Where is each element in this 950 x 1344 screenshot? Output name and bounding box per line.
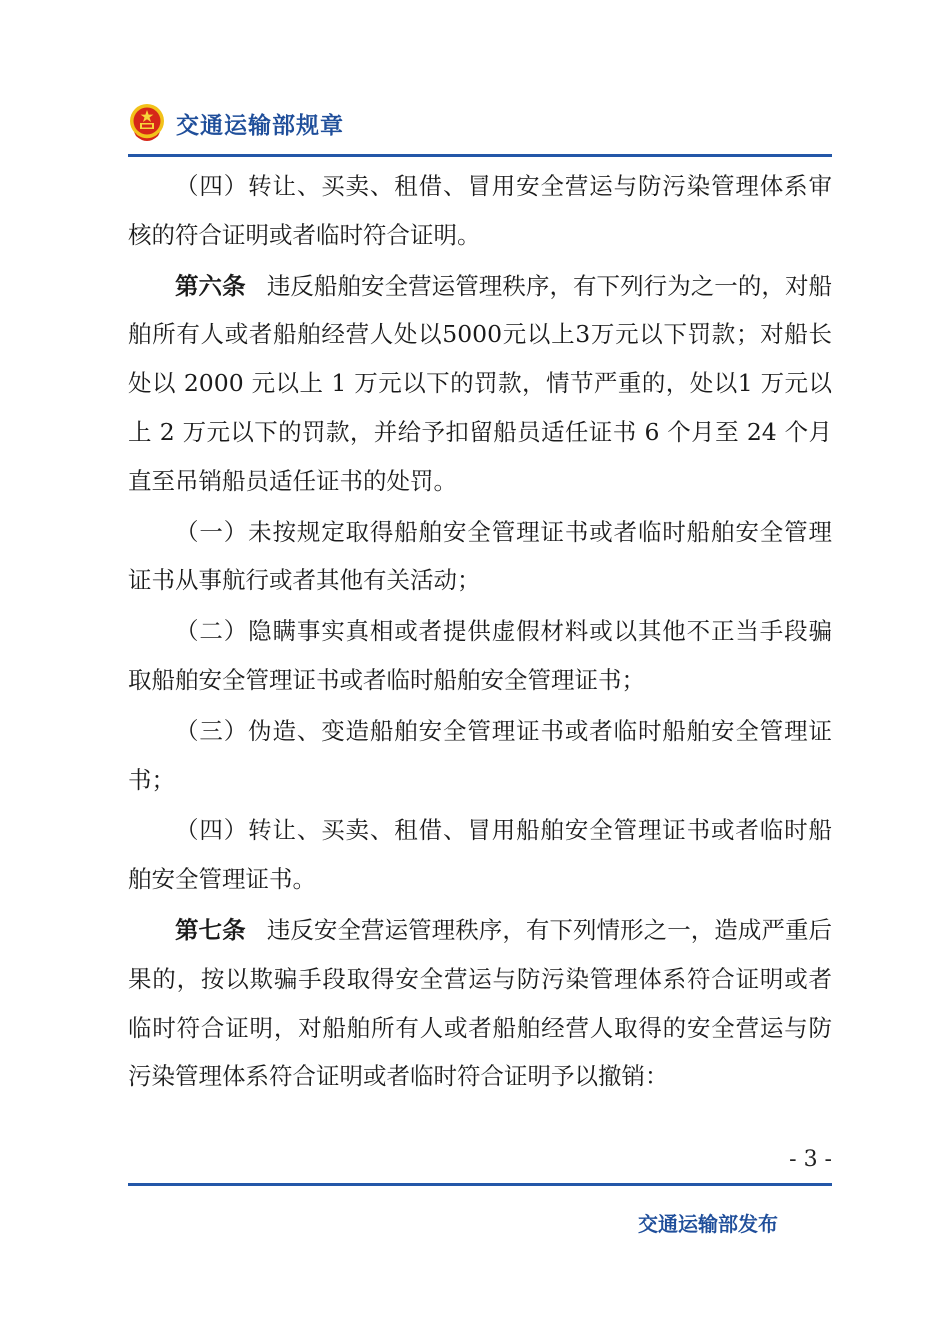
header-divider — [128, 154, 832, 157]
header-title: 交通运输部规章 — [176, 112, 344, 139]
footer-publisher: 交通运输部发布 — [638, 1212, 778, 1236]
paragraph-text: （二）隐瞒事实真相或者提供虚假材料或以其他不正当手段骗取船舶安全管理证书或者临时船舶安全管理证书； — [128, 617, 832, 694]
page-header — [128, 98, 344, 148]
paragraph — [128, 607, 832, 705]
article-paragraph — [128, 262, 832, 506]
paragraph — [128, 806, 832, 904]
paragraph-text: （一）未按规定取得船舶安全管理证书或者临时船舶安全管理证书从事航行或者其他有关活动； — [128, 517, 832, 595]
paragraph — [128, 707, 832, 805]
page-number: - 3 - — [789, 1147, 832, 1172]
paragraph-text: （三）伪造、变造船舶安全管理证书或者临时船舶安全管理证书； — [128, 716, 832, 794]
article-label: 第七条 — [175, 915, 246, 944]
paragraph-text: 违反船舶安全营运管理秩序，有下列行为之一的，对船舶所有人或者船舶经营人处以5000元以上3万元以下罚款；对船长处以 2000 元以上 1 万元以下的罚款，情节严重的，处以1 万元以上 2 万元以下的罚款，并给予扣留船员适任证书 6 个月至 24 个月直至吊销船员适任证书的处罚。 — [128, 271, 833, 495]
article-paragraph — [128, 906, 832, 1101]
paragraph-text: 违反安全营运管理秩序，有下列情形之一，造成严重后果的，按以欺骗手段取得安全营运与防污染管理体系符合证明或者临时符合证明，对船舶所有人或者船舶经营人取得的安全营运与防污染管理体系符合证明或者临时符合证明予以撤销： — [128, 915, 833, 1091]
paragraph-text: （四）转让、买卖、租借、冒用船舶安全管理证书或者临时船舶安全管理证书。 — [128, 816, 832, 894]
article-label: 第六条 — [175, 271, 246, 300]
paragraph — [128, 508, 832, 606]
national-emblem-icon — [128, 102, 166, 144]
paragraph — [128, 162, 832, 260]
paragraph-text: （四）转让、买卖、租借、冒用安全营运与防污染管理体系审核的符合证明或者临时符合证明。 — [128, 172, 832, 249]
document-body — [128, 162, 832, 1103]
footer-divider — [128, 1183, 832, 1186]
